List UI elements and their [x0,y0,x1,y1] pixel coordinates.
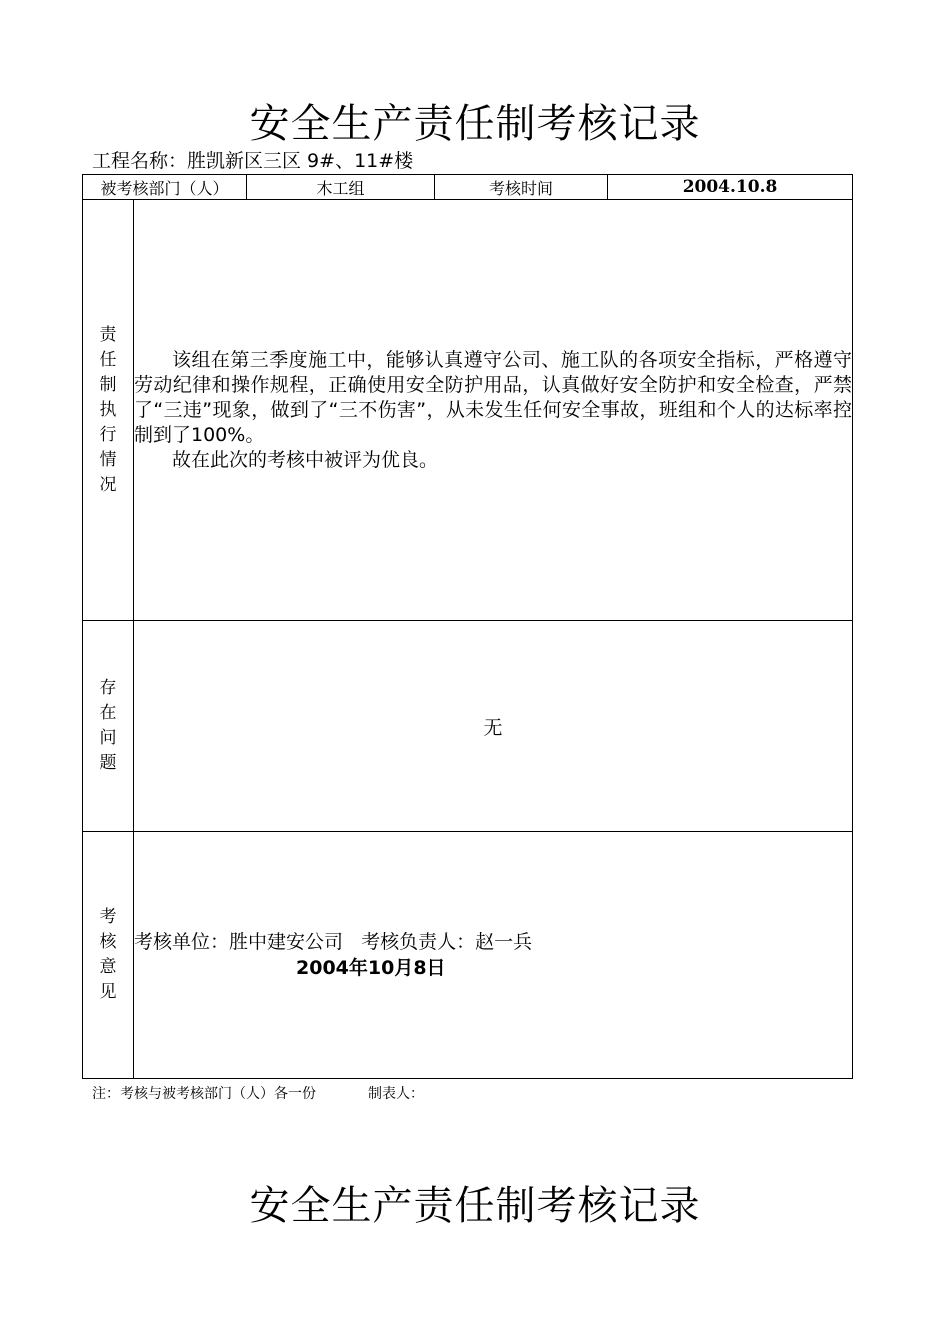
problems-row [83,621,853,832]
page-title: 安全生产责任制考核记录 [249,101,701,147]
problems-content: 无 [134,621,853,832]
execution-paragraph: 故在此次的考核中被评为优良。 [172,448,439,471]
project-name-value: 胜凯新区三区 9#、11#楼 [187,150,414,172]
project-name-line [92,149,413,173]
footnote-text: 注：考核与被考核部门（人）各一份 [92,1086,316,1102]
opinion-content [134,832,853,1079]
execution-content [134,200,853,621]
opinion-date: 2004年10月8日 [296,957,446,979]
dept-value: 木工组 [247,175,435,200]
problems-label: 存 在 问 题 [83,621,134,832]
project-name-label: 工程名称： [92,150,188,172]
execution-label: 责 任 制 执 行 情 况 [83,200,134,621]
footnote [92,1084,424,1104]
assessment-table [82,174,853,1079]
time-value: 2004.10.8 [608,175,853,200]
opinion-label: 考 核 意 见 [83,832,134,1079]
opinion-row [83,832,853,1079]
maker-label: 制表人： [368,1086,424,1102]
page-title-second: 安全生产责任制考核记录 [249,1183,701,1229]
dept-label: 被考核部门（人） [83,175,247,200]
opinion-signature: 考核单位：胜中建安公司 考核负责人：赵一兵 [134,931,533,953]
execution-paragraph: 该组在第三季度施工中，能够认真遵守公司、施工队的各项安全指标，严格遵守劳动纪律和操作规程，正确使用安全防护用品，认真做好安全防护和安全检查，严禁了“三违”现象，做到了“三不伤害”，从未发生任何安全事故，班组和个人的达标率控制到了100%。 [134,348,853,446]
execution-row [83,200,853,621]
time-label: 考核时间 [435,175,608,200]
header-row [83,175,853,200]
